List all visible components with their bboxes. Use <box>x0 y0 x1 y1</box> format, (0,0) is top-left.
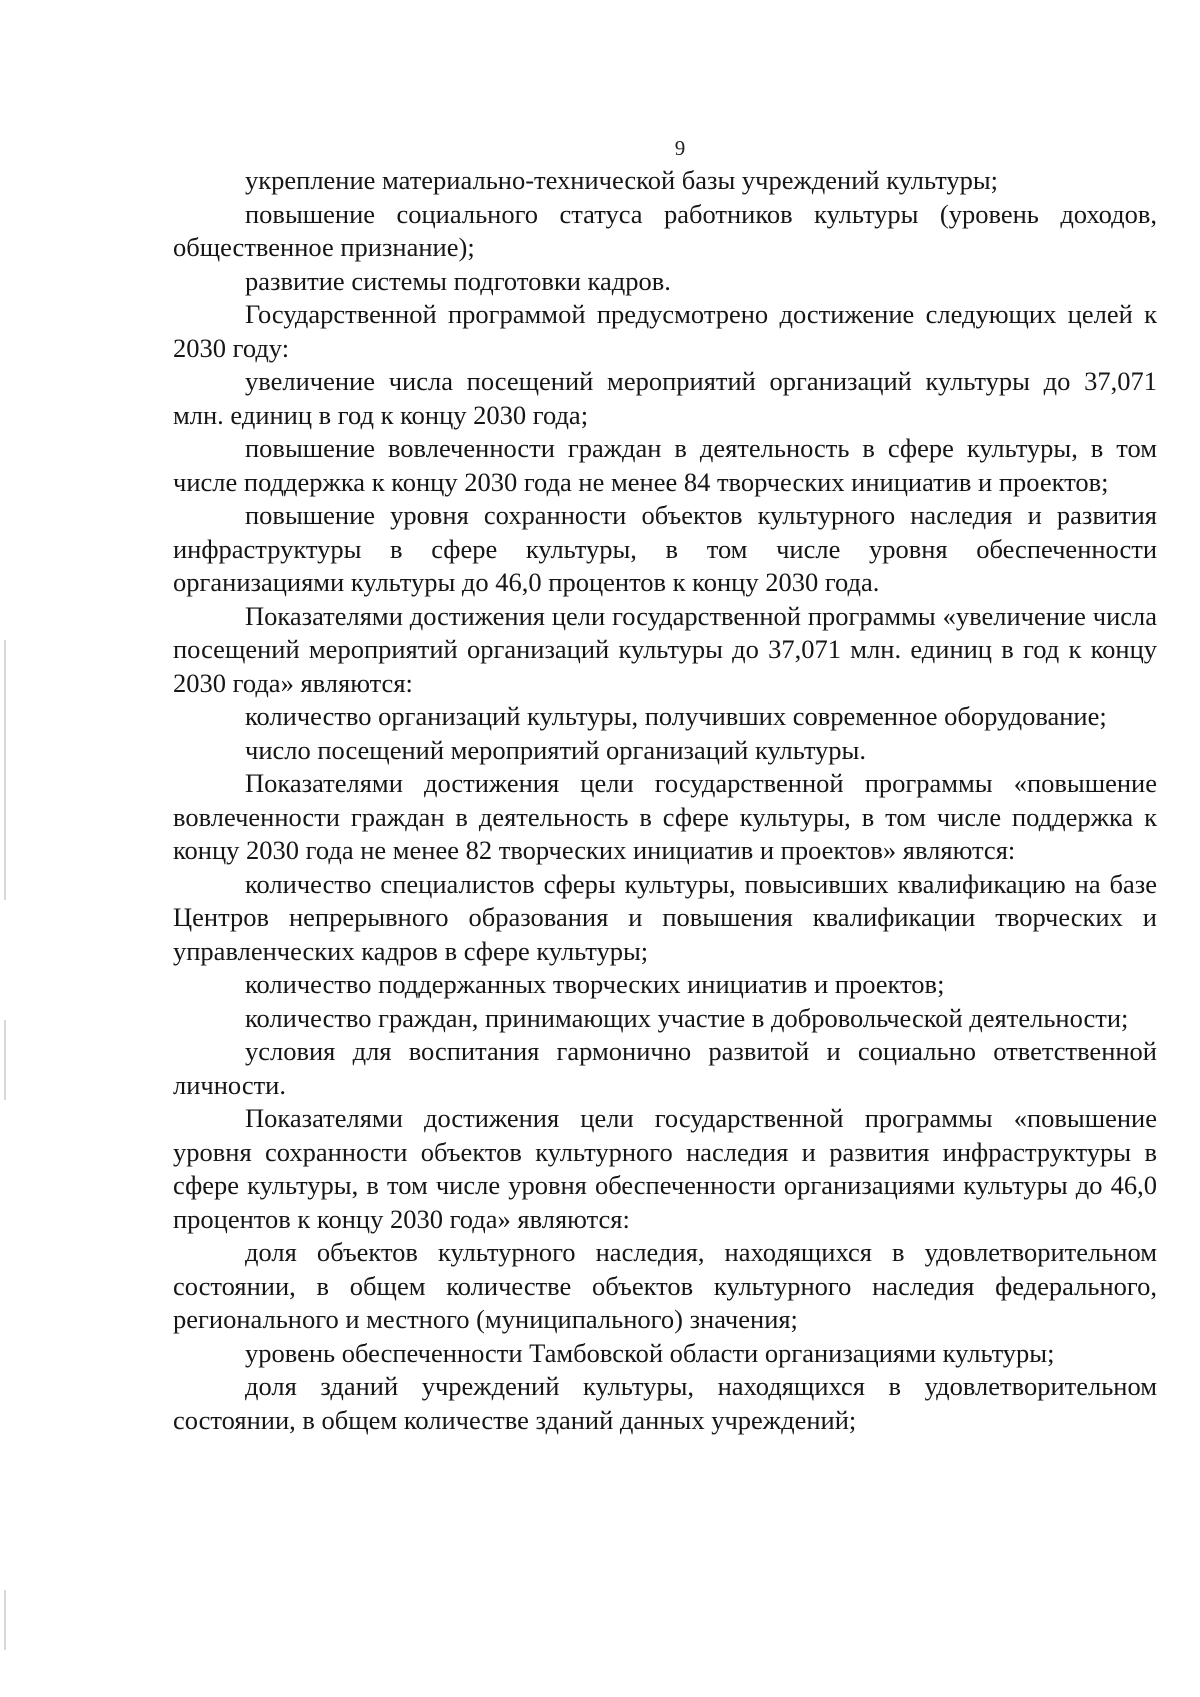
scan-edge-mark <box>4 640 6 900</box>
paragraph: число посещений мероприятий организаций культуры. <box>245 734 866 765</box>
paragraph: повышение социального статуса работников культуры (уровень доходов, общественное признание); <box>173 198 1157 262</box>
document-body <box>173 164 1157 1437</box>
paragraph: количество специалистов сферы культуры, повысивших квалификацию на базе Центров непрерывного образования и повышения квалификации творческих и управленческих кадров в сфере культуры; <box>173 868 1157 966</box>
paragraph: уровень обеспеченности Тамбовской области организациями культуры; <box>245 1337 1055 1368</box>
paragraph: доля объектов культурного наследия, находящихся в удовлетворительном состоянии, в общем количестве объектов культурного наследия федерального, регионального и местного (муниципального) значения; <box>173 1237 1157 1334</box>
paragraph: количество поддержанных творческих инициатив и проектов; <box>245 969 945 999</box>
paragraph: увеличение числа посещений мероприятий организаций культуры до 37,071 млн. единиц в год к концу 2030 года; <box>173 366 1157 430</box>
paragraph: количество организаций культуры, получивших современное оборудование; <box>245 701 1107 731</box>
paragraph: развитие системы подготовки кадров. <box>245 265 671 296</box>
paragraph: условия для воспитания гармонично развитой и социально ответственной личности. <box>173 1036 1157 1100</box>
paragraph: Показателями достижения цели государственной программы «повышение уровня сохранности объектов культурного наследия и развития инфраструктуры в сфере культуры, в том числе уровня обеспеченности организациями культуры до 46,0 процентов к концу 2030 года» являются: <box>173 1103 1157 1234</box>
paragraph: доля зданий учреждений культуры, находящихся в удовлетворительном состоянии, в общем количестве зданий данных учреждений; <box>173 1371 1157 1435</box>
page-number: 9 <box>674 136 686 160</box>
paragraph: повышение вовлеченности граждан в деятельность в сфере культуры, в том числе поддержка к концу 2030 года не менее 84 творческих инициатив и проектов; <box>173 433 1157 497</box>
paragraph: повышение уровня сохранности объектов культурного наследия и развития инфраструктуры в сфере культуры, в том числе уровня обеспеченности организациями культуры до 46,0 процентов к концу 2030 года. <box>173 500 1157 597</box>
paragraph: Показателями достижения цели государственной программы «повышение вовлеченности граждан в деятельность в сфере культуры, в том числе поддержка к концу 2030 года не менее 82 творческих инициатив и проектов» являются: <box>173 768 1157 865</box>
paragraph: Показателями достижения цели государственной программы «увеличение числа посещений мероприятий организаций культуры до 37,071 млн. единиц в год к концу 2030 года» являются: <box>173 600 1157 698</box>
paragraph: укрепление материально-технической базы учреждений культуры; <box>245 165 998 195</box>
scan-edge-mark <box>4 1020 6 1100</box>
scan-edge-mark <box>4 1590 6 1650</box>
paragraph: количество граждан, принимающих участие в добровольческой деятельности; <box>245 1002 1129 1033</box>
paragraph: Государственной программой предусмотрено достижение следующих целей к 2030 году: <box>173 299 1157 363</box>
